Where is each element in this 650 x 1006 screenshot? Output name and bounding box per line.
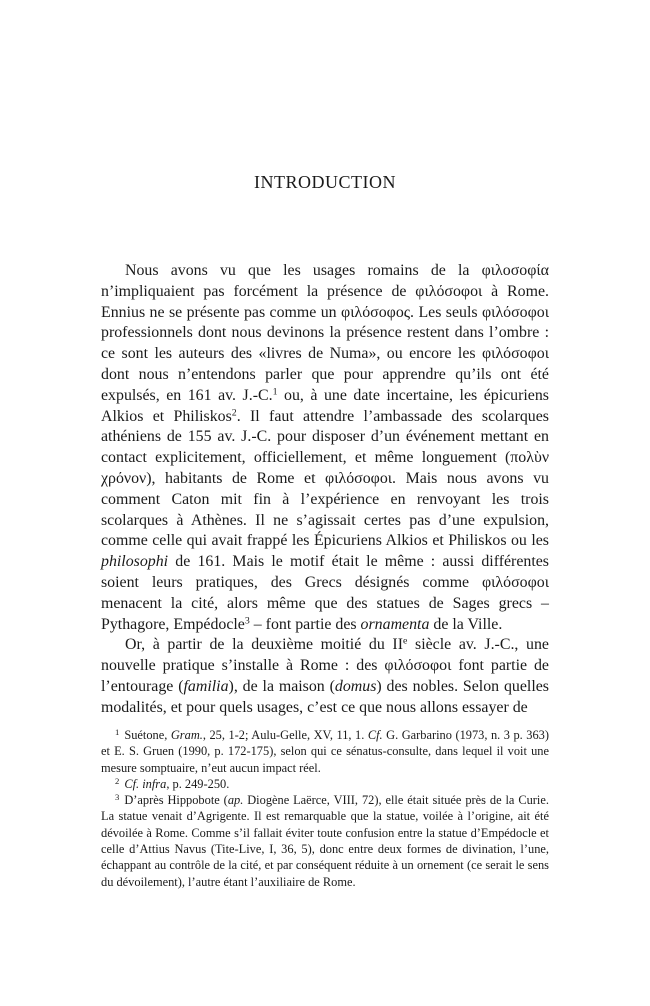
footnote-marker: 3	[115, 792, 120, 803]
italic-text: domus	[334, 677, 377, 695]
footnote	[101, 776, 549, 792]
text-run: Or, à partir de la deuxième moitié du II	[125, 636, 403, 654]
chapter-title: INTRODUCTION	[254, 172, 396, 192]
note-reference: 1	[272, 386, 278, 398]
text-run: , 25, 1-2; Aulu-Gelle, XV, 11, 1.	[202, 728, 368, 742]
text-run: G. Garbarino (1973, n. 3 p. 363) et E. S. Gruen (1990, p. 172-175), selon qui ce sénatus-consulte, dans lequel il voit une mesure somptuaire, n’eut aucun impact réel.	[101, 728, 549, 775]
text-run: Nous avons vu que les usages romains de la φιλοσοφία n’impliquaient pas forcément la présence de φιλόσοφοι à Rome. Ennius ne se présente pas comme un φιλόσοφος. Les seuls φιλόσοφοι professionnels dont nous devinons la présence restent dans l’ombre : ce sont les auteurs des «livres de Numa», ou encore les φιλόσοφοι dont nous n’entendons parler que pour apprendre qu’ils ont été expulsés, en 161 av. J.-C.	[101, 262, 549, 404]
italic-text: ap.	[227, 793, 244, 808]
footnote-marker: 2	[115, 776, 120, 786]
text-run: Diogène Laërce, VIII, 72), elle était située près de la Curie. La statue venait d’Agrigente. Il est remarquable que la statue, voilée à l’origine, ait été dévoilée à Rome. Comme s’il fallait éviter toute confusion entre la statue d’Empédocle et celle d’Attius Navus (Tite-Live, I, 36, 5), donc entre deux formes de divination, l’une, échappant au contrôle de la cité, et par conséquent réduite à un ornement (ce serait le sens du dévoilement), l’autre étant l’auxiliaire de Rome.	[101, 793, 549, 889]
text-run: ), de la maison (	[228, 677, 335, 695]
note-reference: 2	[231, 407, 237, 419]
paragraph	[101, 635, 549, 718]
paragraph	[101, 261, 549, 635]
note-reference: 3	[244, 615, 250, 627]
italic-text: Cf. infra	[124, 776, 167, 791]
text-run: D’après Hippobote (	[124, 793, 228, 808]
main-text	[101, 261, 549, 719]
text-run: siècle av. J.-C., une nouvelle pratique s’installe à Rome : des φιλόσοφοι font partie de l’entourage (	[101, 636, 549, 695]
footnotes	[101, 727, 549, 890]
text-run: , p. 249-250.	[166, 776, 230, 791]
text-run: ou, à une date incertaine, les épicuriens Alkios et Philiskos	[101, 386, 549, 425]
italic-text: Cf.	[367, 728, 383, 742]
text-run: ) des nobles. Selon quelles modalités, et pour quels usages, c’est ce que nous allons essayer de	[101, 677, 549, 716]
italic-text: familia	[183, 677, 229, 695]
footnote	[101, 792, 549, 890]
footnote-marker: 1	[115, 727, 120, 738]
note-reference: e	[403, 635, 408, 647]
italic-text: Gram.	[170, 728, 203, 742]
text-run: . Il faut attendre l’ambassade des scolarques athéniens de 155 av. J.-C. pour disposer d’un événement mettant en contact explicitement, officiellement, et même longuement (πολὺν χρόνον), habitants de Rome et φιλόσοφοι. Mais nous avons vu comment Caton mit fin à l’expérience en renvoyant les trois scolarques à Athènes. Il ne s’agissait certes pas d’une expulsion, comme celle qui avait frappé les Épicuriens Alkios et Philiskos ou les	[101, 407, 549, 550]
italic-text: philosophi	[101, 553, 169, 571]
text-run: de 161. Mais le motif était le même : aussi différentes soient leurs pratiques, des Grecs désignés comme φιλόσοφοι menacent la cité, alors même que des statues de Sages grecs – Pythagore, Empédocle	[101, 553, 549, 633]
footnote	[101, 727, 549, 776]
text-run: – font partie des	[249, 615, 361, 633]
text-run: Suétone,	[124, 728, 171, 742]
text-run: de la Ville.	[429, 615, 503, 633]
italic-text: ornamenta	[360, 615, 430, 633]
